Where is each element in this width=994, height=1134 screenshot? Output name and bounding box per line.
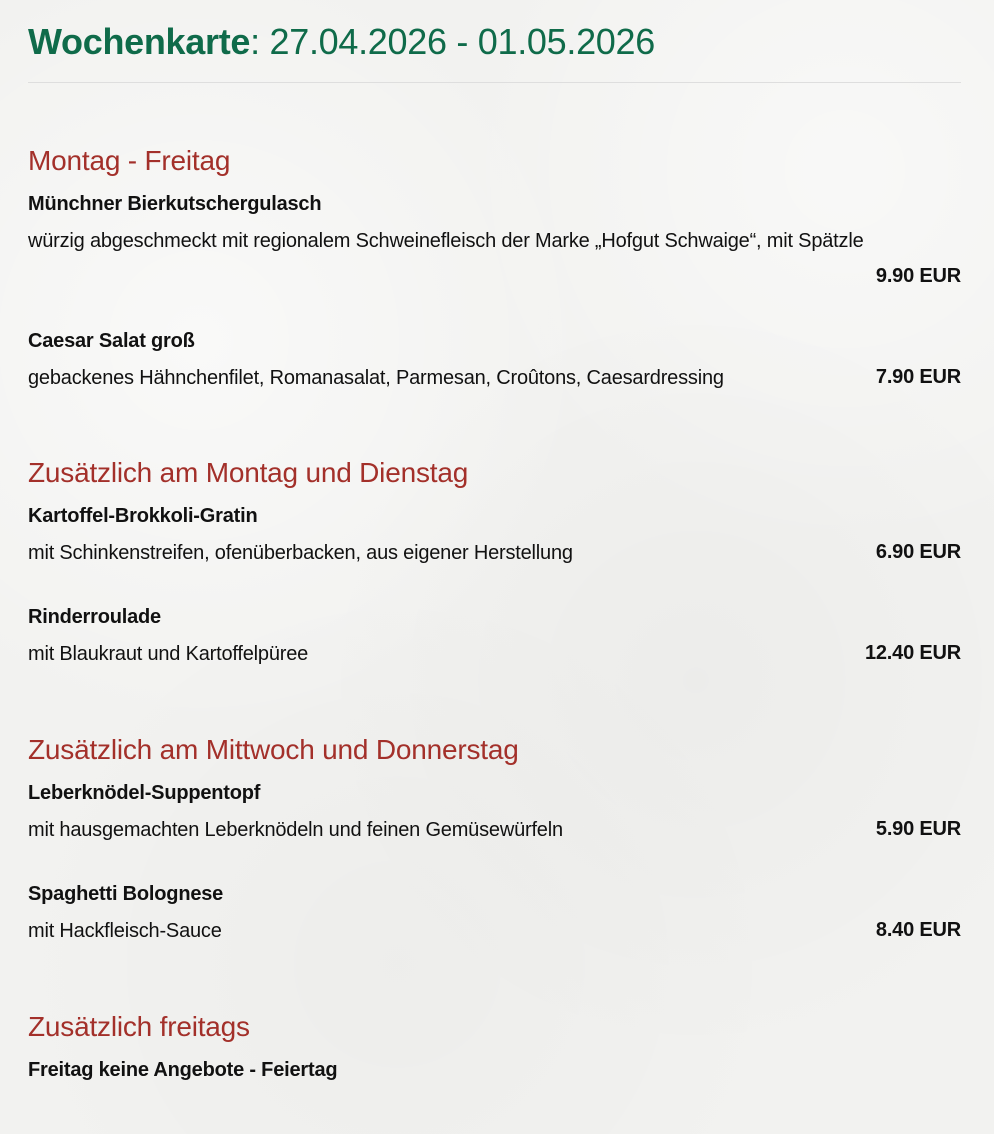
dish-description: würzig abgeschmeckt mit regionalem Schweinefleisch der Marke „Hofgut Schwaige“, mit Spätzle bbox=[28, 230, 864, 252]
title-divider bbox=[28, 82, 961, 83]
dish-price: 6.90 EUR bbox=[875, 541, 961, 563]
dish-price: 12.40 EUR bbox=[864, 642, 961, 664]
dish-name: Leberknödel-Suppentopf bbox=[28, 782, 261, 804]
dish-name: Caesar Salat groß bbox=[28, 330, 195, 352]
dish-price: 5.90 EUR bbox=[875, 818, 961, 840]
dish-name: Spaghetti Bolognese bbox=[28, 883, 224, 905]
friday-note: Freitag keine Angebote - Feiertag bbox=[28, 1059, 338, 1081]
dish-description: mit Blaukraut und Kartoffelpüree bbox=[28, 643, 309, 665]
dish-description: mit Hackfleisch-Sauce bbox=[28, 920, 222, 942]
dish-price: 7.90 EUR bbox=[875, 366, 961, 388]
section-heading-mon-tue: Zusätzlich am Montag und Dienstag bbox=[28, 457, 469, 488]
weekly-menu bbox=[28, 0, 961, 1134]
dish-description: gebackenes Hähnchenfilet, Romanasalat, Parmesan, Croûtons, Caesardressing bbox=[28, 367, 724, 389]
section-heading-friday: Zusätzlich freitags bbox=[28, 1011, 250, 1042]
dish-name: Kartoffel-Brokkoli-Gratin bbox=[28, 505, 258, 527]
date-range: : 27.04.2026 - 01.05.2026 bbox=[250, 21, 655, 62]
dish-price: 9.90 EUR bbox=[875, 265, 961, 287]
section-heading-mon-fri: Montag - Freitag bbox=[28, 145, 231, 176]
dish-name: Münchner Bierkutschergulasch bbox=[28, 193, 322, 215]
menu-label: Wochenkarte bbox=[28, 21, 251, 62]
dish-price: 8.40 EUR bbox=[875, 919, 961, 941]
section-heading-wed-thu: Zusätzlich am Mittwoch und Donnerstag bbox=[28, 734, 519, 765]
dish-name: Rinderroulade bbox=[28, 606, 161, 628]
dish-description: mit Schinkenstreifen, ofenüberbacken, aus eigener Herstellung bbox=[28, 542, 573, 564]
page-title bbox=[28, 20, 655, 64]
dish-description: mit hausgemachten Leberknödeln und feinen Gemüsewürfeln bbox=[28, 819, 563, 841]
